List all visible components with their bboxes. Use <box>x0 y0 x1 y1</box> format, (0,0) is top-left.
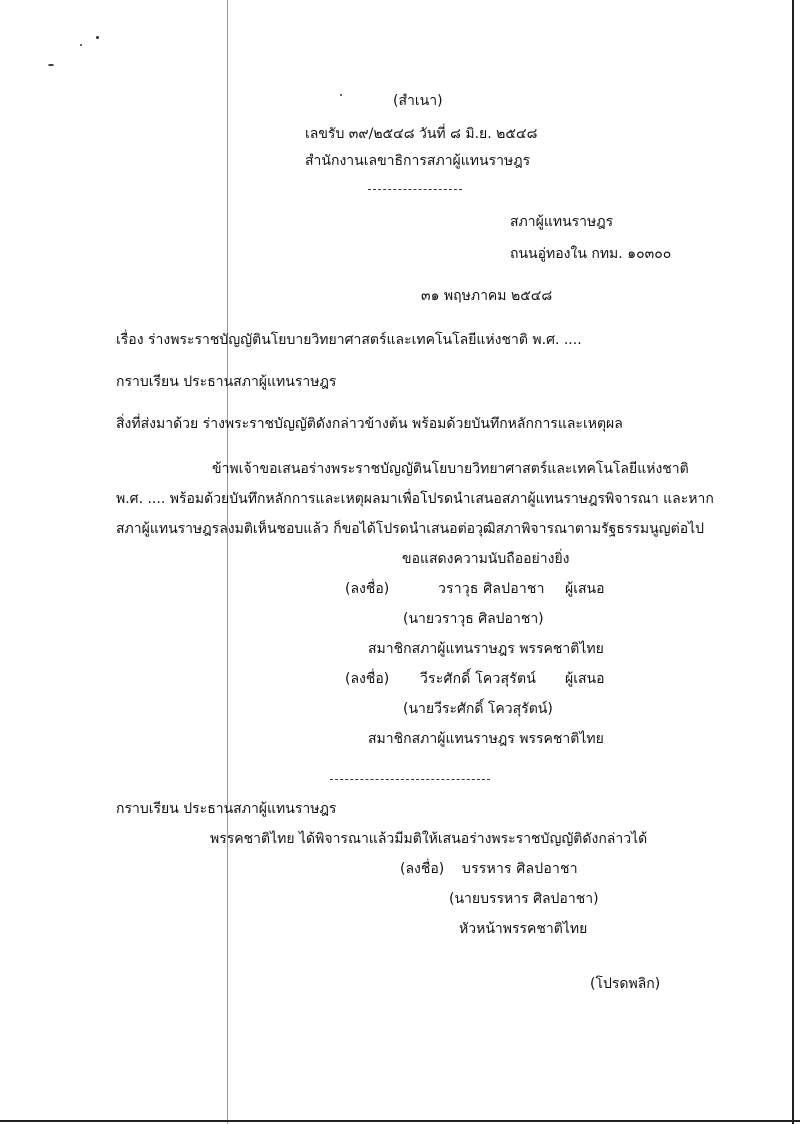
signer-2-sign-label: (ลงชื่อ) <box>345 671 390 687</box>
header-divider <box>368 189 462 190</box>
signer-2-role: ผู้เสนอ <box>565 671 605 687</box>
body-line-1: ข้าพเจ้าขอเสนอร่างพระราชบัญญัตินโยบายวิทยาศาสตร์และเทคโนโลยีแห่งชาติ <box>212 461 689 477</box>
signer-1-sign-label: (ลงชื่อ) <box>345 581 390 597</box>
letter-salutation: กราบเรียน ประธานสภาผู้แทนราษฎร <box>116 374 337 390</box>
endorsement-text: พรรคชาติไทย ได้พิจารณาแล้วมีมติให้เสนอร่างพระราชบัญญัติดังกล่าวได้ <box>210 831 648 847</box>
signer-2-printed-name: (นายวีระศักดิ์ โควสุรัตน์) <box>403 701 553 717</box>
body-line-3: สภาผู้แทนราษฎรลงมติเห็นชอบแล้ว ก็ขอได้โปรดนำเสนอต่อวุฒิสภาพิจารณาตามรัฐธรรมนูญต่อไป <box>116 521 705 537</box>
sender-address-line2: ถนนอู่ทองใน กทม. ๑๐๓๐๐ <box>510 246 672 262</box>
copy-label: (สำเนา) <box>393 93 443 109</box>
scan-edge-bottom <box>0 1120 800 1122</box>
endorsement-sign-label: (ลงชื่อ) <box>400 861 445 877</box>
scan-speck <box>96 36 99 39</box>
scan-speck <box>48 64 54 66</box>
scan-speck <box>80 44 82 46</box>
signer-1-position: สมาชิกสภาผู้แทนราษฎร พรรคชาติไทย <box>368 641 604 657</box>
endorsement-salutation: กราบเรียน ประธานสภาผู้แทนราษฎร <box>116 801 337 817</box>
signer-1-printed-name: (นายวราวุธ ศิลปอาชา) <box>403 611 544 627</box>
turn-over-note: (โปรดพลิก) <box>590 976 661 992</box>
section-divider <box>330 779 490 780</box>
signer-2-position: สมาชิกสภาผู้แทนราษฎร พรรคชาติไทย <box>368 731 604 747</box>
sender-address-line1: สภาผู้แทนราษฎร <box>510 214 614 230</box>
body-line-2: พ.ศ. .... พร้อมด้วยบันทึกหลักการและเหตุผลมาเพื่อโปรดนำเสนอสภาผู้แทนราษฎรพิจารณา และหาก <box>116 491 714 507</box>
letter-subject: เรื่อง ร่างพระราชบัญญัตินโยบายวิทยาศาสตร์และเทคโนโลยีแห่งชาติ พ.ศ. .... <box>116 332 582 348</box>
closing-phrase: ขอแสดงความนับถืออย่างยิ่ง <box>402 551 570 567</box>
letter-date: ๓๑ พฤษภาคม ๒๕๔๘ <box>421 288 553 304</box>
letter-enclosure: สิ่งที่ส่งมาด้วย ร่างพระราชบัญญัติดังกล่าวข้างต้น พร้อมด้วยบันทึกหลักการและเหตุผล <box>116 416 623 432</box>
endorsement-printed-name: (นายบรรหาร ศิลปอาชา) <box>449 891 599 907</box>
signer-1-signature: วราวุธ ศิลปอาชา <box>438 581 545 597</box>
signer-2-signature: วีระศักดิ์ โควสุรัตน์ <box>420 671 537 687</box>
endorsement-position: หัวหน้าพรรคชาติไทย <box>459 921 588 937</box>
receiving-office: สำนักงานเลขาธิการสภาผู้แทนราษฎร <box>305 153 531 169</box>
endorsement-signature: บรรหาร ศิลปอาชา <box>462 861 578 877</box>
scan-speck <box>340 94 342 96</box>
page-fold-line <box>227 0 228 1124</box>
receipt-number: เลขรับ ๓๙/๒๕๔๘ วันที่ ๘ มิ.ย. ๒๕๔๘ <box>305 126 538 142</box>
scan-edge-right <box>792 0 794 1124</box>
signer-1-role: ผู้เสนอ <box>565 581 605 597</box>
